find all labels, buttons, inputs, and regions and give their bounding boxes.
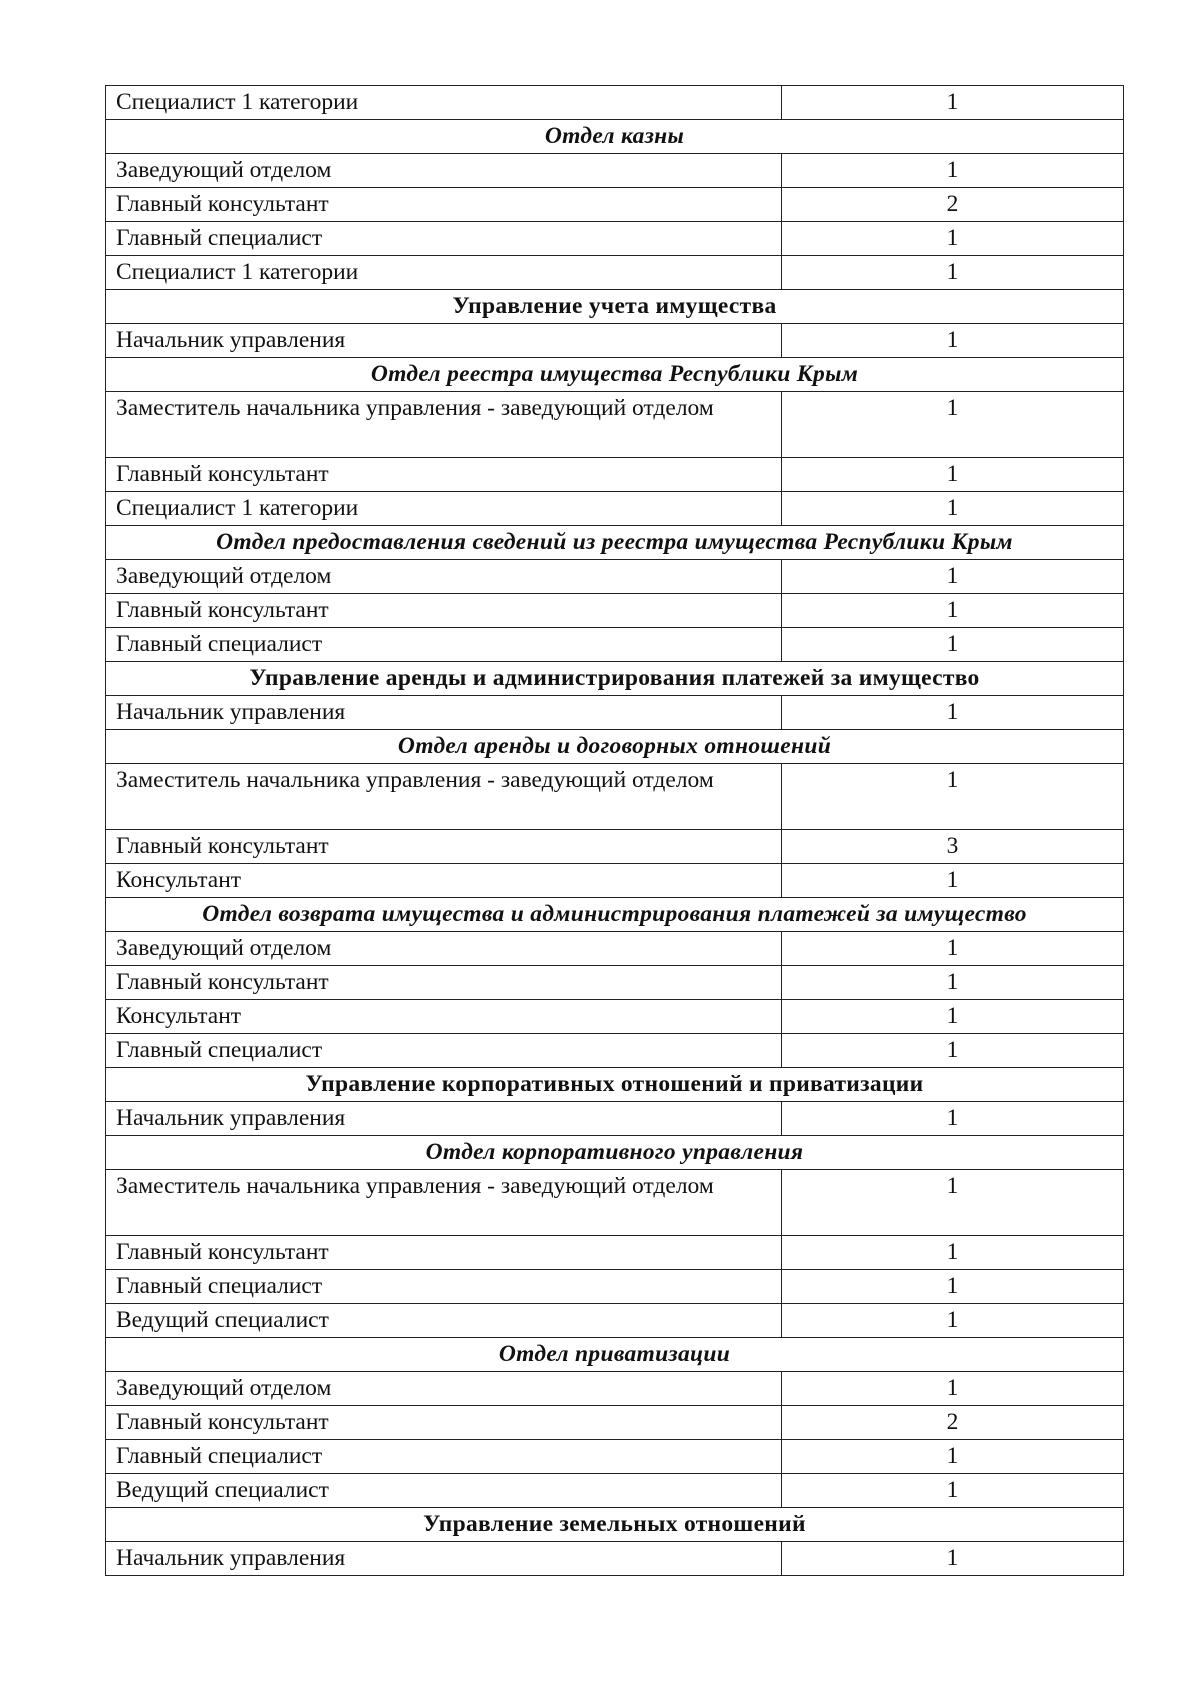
position-title: Заведующий отделом — [106, 932, 782, 966]
directorate-header-row — [106, 290, 1124, 324]
table-row — [106, 594, 1124, 628]
staff-count: 1 — [782, 696, 1124, 730]
department-header-row — [106, 358, 1124, 392]
table-row — [106, 764, 1124, 830]
staff-count: 1 — [782, 1372, 1124, 1406]
section-title: Отдел корпоративного управления — [106, 1136, 1124, 1170]
staff-count: 1 — [782, 560, 1124, 594]
staffing-table — [105, 85, 1124, 1576]
table-row — [106, 458, 1124, 492]
department-header-row — [106, 1338, 1124, 1372]
table-row — [106, 154, 1124, 188]
section-title: Управление корпоративных отношений и приватизации — [106, 1068, 1124, 1102]
position-title: Заведующий отделом — [106, 1372, 782, 1406]
position-title: Заведующий отделом — [106, 560, 782, 594]
staff-count: 1 — [782, 1102, 1124, 1136]
staff-count: 2 — [782, 188, 1124, 222]
staff-count: 1 — [782, 1474, 1124, 1508]
position-title: Специалист 1 категории — [106, 492, 782, 526]
table-row — [106, 86, 1124, 120]
position-title: Специалист 1 категории — [106, 256, 782, 290]
position-title: Консультант — [106, 864, 782, 898]
position-title: Главный специалист — [106, 1034, 782, 1068]
directorate-header-row — [106, 662, 1124, 696]
staff-count: 1 — [782, 594, 1124, 628]
table-row — [106, 560, 1124, 594]
position-title: Специалист 1 категории — [106, 86, 782, 120]
table-row — [106, 1474, 1124, 1508]
section-title: Управление аренды и администрирования платежей за имущество — [106, 662, 1124, 696]
position-title: Главный специалист — [106, 222, 782, 256]
table-row — [106, 1170, 1124, 1236]
directorate-header-row — [106, 1508, 1124, 1542]
staff-count: 1 — [782, 1542, 1124, 1576]
section-title: Отдел реестра имущества Республики Крым — [106, 358, 1124, 392]
position-title: Заместитель начальника управления - заведующий отделом — [106, 764, 782, 830]
table-row — [106, 932, 1124, 966]
position-title: Главный специалист — [106, 1270, 782, 1304]
directorate-header-row — [106, 1068, 1124, 1102]
table-row — [106, 256, 1124, 290]
staff-count: 1 — [782, 154, 1124, 188]
staff-count: 1 — [782, 932, 1124, 966]
staff-count: 1 — [782, 1236, 1124, 1270]
department-header-row — [106, 526, 1124, 560]
position-title: Заведующий отделом — [106, 154, 782, 188]
position-title: Начальник управления — [106, 1542, 782, 1576]
section-title: Отдел приватизации — [106, 1338, 1124, 1372]
position-title: Консультант — [106, 1000, 782, 1034]
position-title: Главный консультант — [106, 458, 782, 492]
staff-count: 1 — [782, 256, 1124, 290]
table-row — [106, 966, 1124, 1000]
staff-count: 1 — [782, 1170, 1124, 1236]
table-row — [106, 1236, 1124, 1270]
staff-count: 1 — [782, 864, 1124, 898]
position-title: Главный специалист — [106, 1440, 782, 1474]
table-row — [106, 392, 1124, 458]
section-title: Управление учета имущества — [106, 290, 1124, 324]
position-title: Главный консультант — [106, 1406, 782, 1440]
table-row — [106, 1372, 1124, 1406]
table-row — [106, 222, 1124, 256]
position-title: Главный консультант — [106, 966, 782, 1000]
staff-count: 1 — [782, 1000, 1124, 1034]
position-title: Ведущий специалист — [106, 1474, 782, 1508]
table-row — [106, 1542, 1124, 1576]
table-row — [106, 1000, 1124, 1034]
department-header-row — [106, 730, 1124, 764]
staff-count: 1 — [782, 392, 1124, 458]
position-title: Заместитель начальника управления - заведующий отделом — [106, 392, 782, 458]
section-title: Отдел аренды и договорных отношений — [106, 730, 1124, 764]
staff-count: 1 — [782, 628, 1124, 662]
position-title: Главный специалист — [106, 628, 782, 662]
staff-count: 1 — [782, 1270, 1124, 1304]
position-title: Ведущий специалист — [106, 1304, 782, 1338]
staff-count: 3 — [782, 830, 1124, 864]
position-title: Главный консультант — [106, 188, 782, 222]
table-row — [106, 1102, 1124, 1136]
table-row — [106, 492, 1124, 526]
position-title: Начальник управления — [106, 696, 782, 730]
department-header-row — [106, 120, 1124, 154]
position-title: Начальник управления — [106, 324, 782, 358]
table-row — [106, 830, 1124, 864]
department-header-row — [106, 1136, 1124, 1170]
table-row — [106, 628, 1124, 662]
position-title: Главный консультант — [106, 594, 782, 628]
section-title: Отдел возврата имущества и администрирования платежей за имущество — [106, 898, 1124, 932]
position-title: Заместитель начальника управления - заведующий отделом — [106, 1170, 782, 1236]
table-row — [106, 324, 1124, 358]
table-row — [106, 1304, 1124, 1338]
staff-count: 1 — [782, 324, 1124, 358]
section-title: Отдел предоставления сведений из реестра имущества Республики Крым — [106, 526, 1124, 560]
table-row — [106, 1406, 1124, 1440]
staff-count: 1 — [782, 222, 1124, 256]
position-title: Главный консультант — [106, 1236, 782, 1270]
staff-count: 1 — [782, 458, 1124, 492]
staffing-table-body — [106, 86, 1124, 1576]
table-row — [106, 864, 1124, 898]
table-row — [106, 696, 1124, 730]
staff-count: 1 — [782, 1304, 1124, 1338]
position-title: Главный консультант — [106, 830, 782, 864]
staff-count: 1 — [782, 86, 1124, 120]
table-row — [106, 1034, 1124, 1068]
staff-count: 1 — [782, 764, 1124, 830]
table-row — [106, 188, 1124, 222]
section-title: Управление земельных отношений — [106, 1508, 1124, 1542]
staff-count: 1 — [782, 1034, 1124, 1068]
staff-count: 1 — [782, 492, 1124, 526]
department-header-row — [106, 898, 1124, 932]
position-title: Начальник управления — [106, 1102, 782, 1136]
staff-count: 2 — [782, 1406, 1124, 1440]
section-title: Отдел казны — [106, 120, 1124, 154]
staff-count: 1 — [782, 1440, 1124, 1474]
staff-count: 1 — [782, 966, 1124, 1000]
table-row — [106, 1440, 1124, 1474]
table-row — [106, 1270, 1124, 1304]
